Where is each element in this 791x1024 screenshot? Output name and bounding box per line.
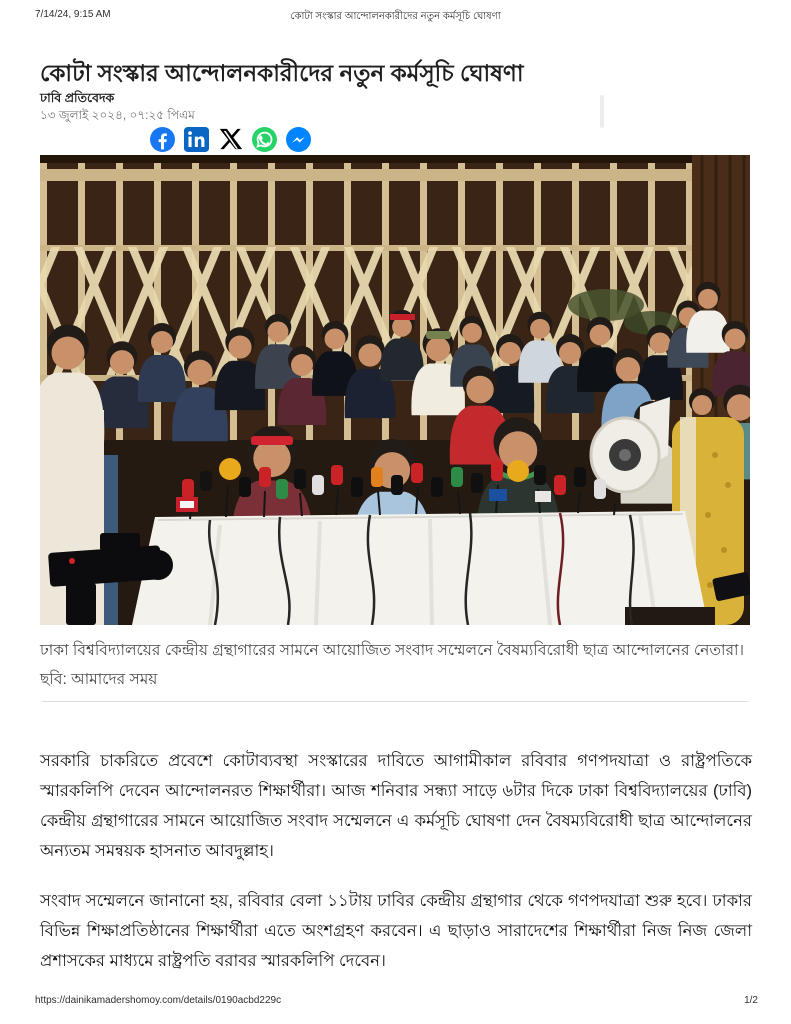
print-footer [35, 995, 758, 1008]
messenger-icon[interactable] [286, 127, 311, 152]
press-table [132, 511, 715, 625]
print-header [35, 9, 756, 23]
article-headline: কোটা সংস্কার আন্দোলনকারীদের নতুন কর্মসূচি ঘোষণা [40, 60, 524, 87]
photo-illustration [40, 155, 750, 625]
whatsapp-icon[interactable] [252, 127, 277, 152]
linkedin-icon[interactable] [184, 127, 209, 152]
article-publish-date: ১৩ জুলাই ২০২৪, ০৭:২৫ পিএম [40, 108, 195, 122]
vertical-divider [600, 95, 604, 128]
share-buttons-row [150, 127, 311, 152]
article-body [40, 746, 752, 996]
press-conference-photo [40, 155, 750, 625]
facebook-icon[interactable] [150, 127, 175, 152]
x-twitter-icon[interactable] [218, 127, 243, 152]
print-doc-title: কোটা সংস্কার আন্দোলনকারীদের নতুন কর্মসূচি ঘোষণা [290, 11, 501, 22]
print-page-number: 1/2 [744, 995, 758, 1006]
paragraph: সরকারি চাকরিতে প্রবেশে কোটাব্যবস্থা সংস্কারের দাবিতে আগামীকাল রবিবার গণপদযাত্রা ও রাষ্ট্রপতিকে স্মারকলিপি দেবেন আন্দোলনরত শিক্ষার্থীরা। আজ শনিবার সন্ধ্যা সাড়ে ৬টার দিকে ঢাকা বিশ্ববিদ্যালয়ের (ঢাবি) কেন্দ্রীয় গ্রন্থাগারের সামনে আয়োজিত সংবাদ সম্মেলনে এ কর্মসূচি ঘোষণা দেন বৈষম্যবিরোধী ছাত্র আন্দোলনের অন্যতম সমন্বয়ক হাসনাত আবদুল্লাহ। [40, 752, 752, 860]
photo-caption: ঢাকা বিশ্ববিদ্যালয়ের কেন্দ্রীয় গ্রন্থাগারের সামনে আয়োজিত সংবাদ সম্মেলনে বৈষম্যবিরোধী ছাত্র আন্দোলনের নেতারা। ছবি: আমাদের সময় [40, 642, 745, 688]
section-divider [42, 701, 748, 702]
print-datetime: 7/14/24, 9:15 AM [35, 9, 111, 20]
print-source-url: https://dainikamadershomoy.com/details/0190acbd229c [35, 995, 282, 1006]
paragraph: সংবাদ সম্মেলনে জানানো হয়, রবিবার বেলা ১১টায় ঢাবির কেন্দ্রীয় গ্রন্থাগার থেকে গণপদযাত্রা শুরু হবে। ঢাকার বিভিন্ন শিক্ষাপ্রতিষ্ঠানের শিক্ষার্থীরা এতে অংশগ্রহণ করবেন। এ ছাড়াও সারাদেশের শিক্ষার্থীরা নিজ নিজ জেলা প্রশাসকের মাধ্যমে রাষ্ট্রপতি বরাবর স্মারকলিপি দেবেন। [40, 892, 752, 970]
article-byline: ঢাবি প্রতিবেদক [40, 91, 115, 105]
